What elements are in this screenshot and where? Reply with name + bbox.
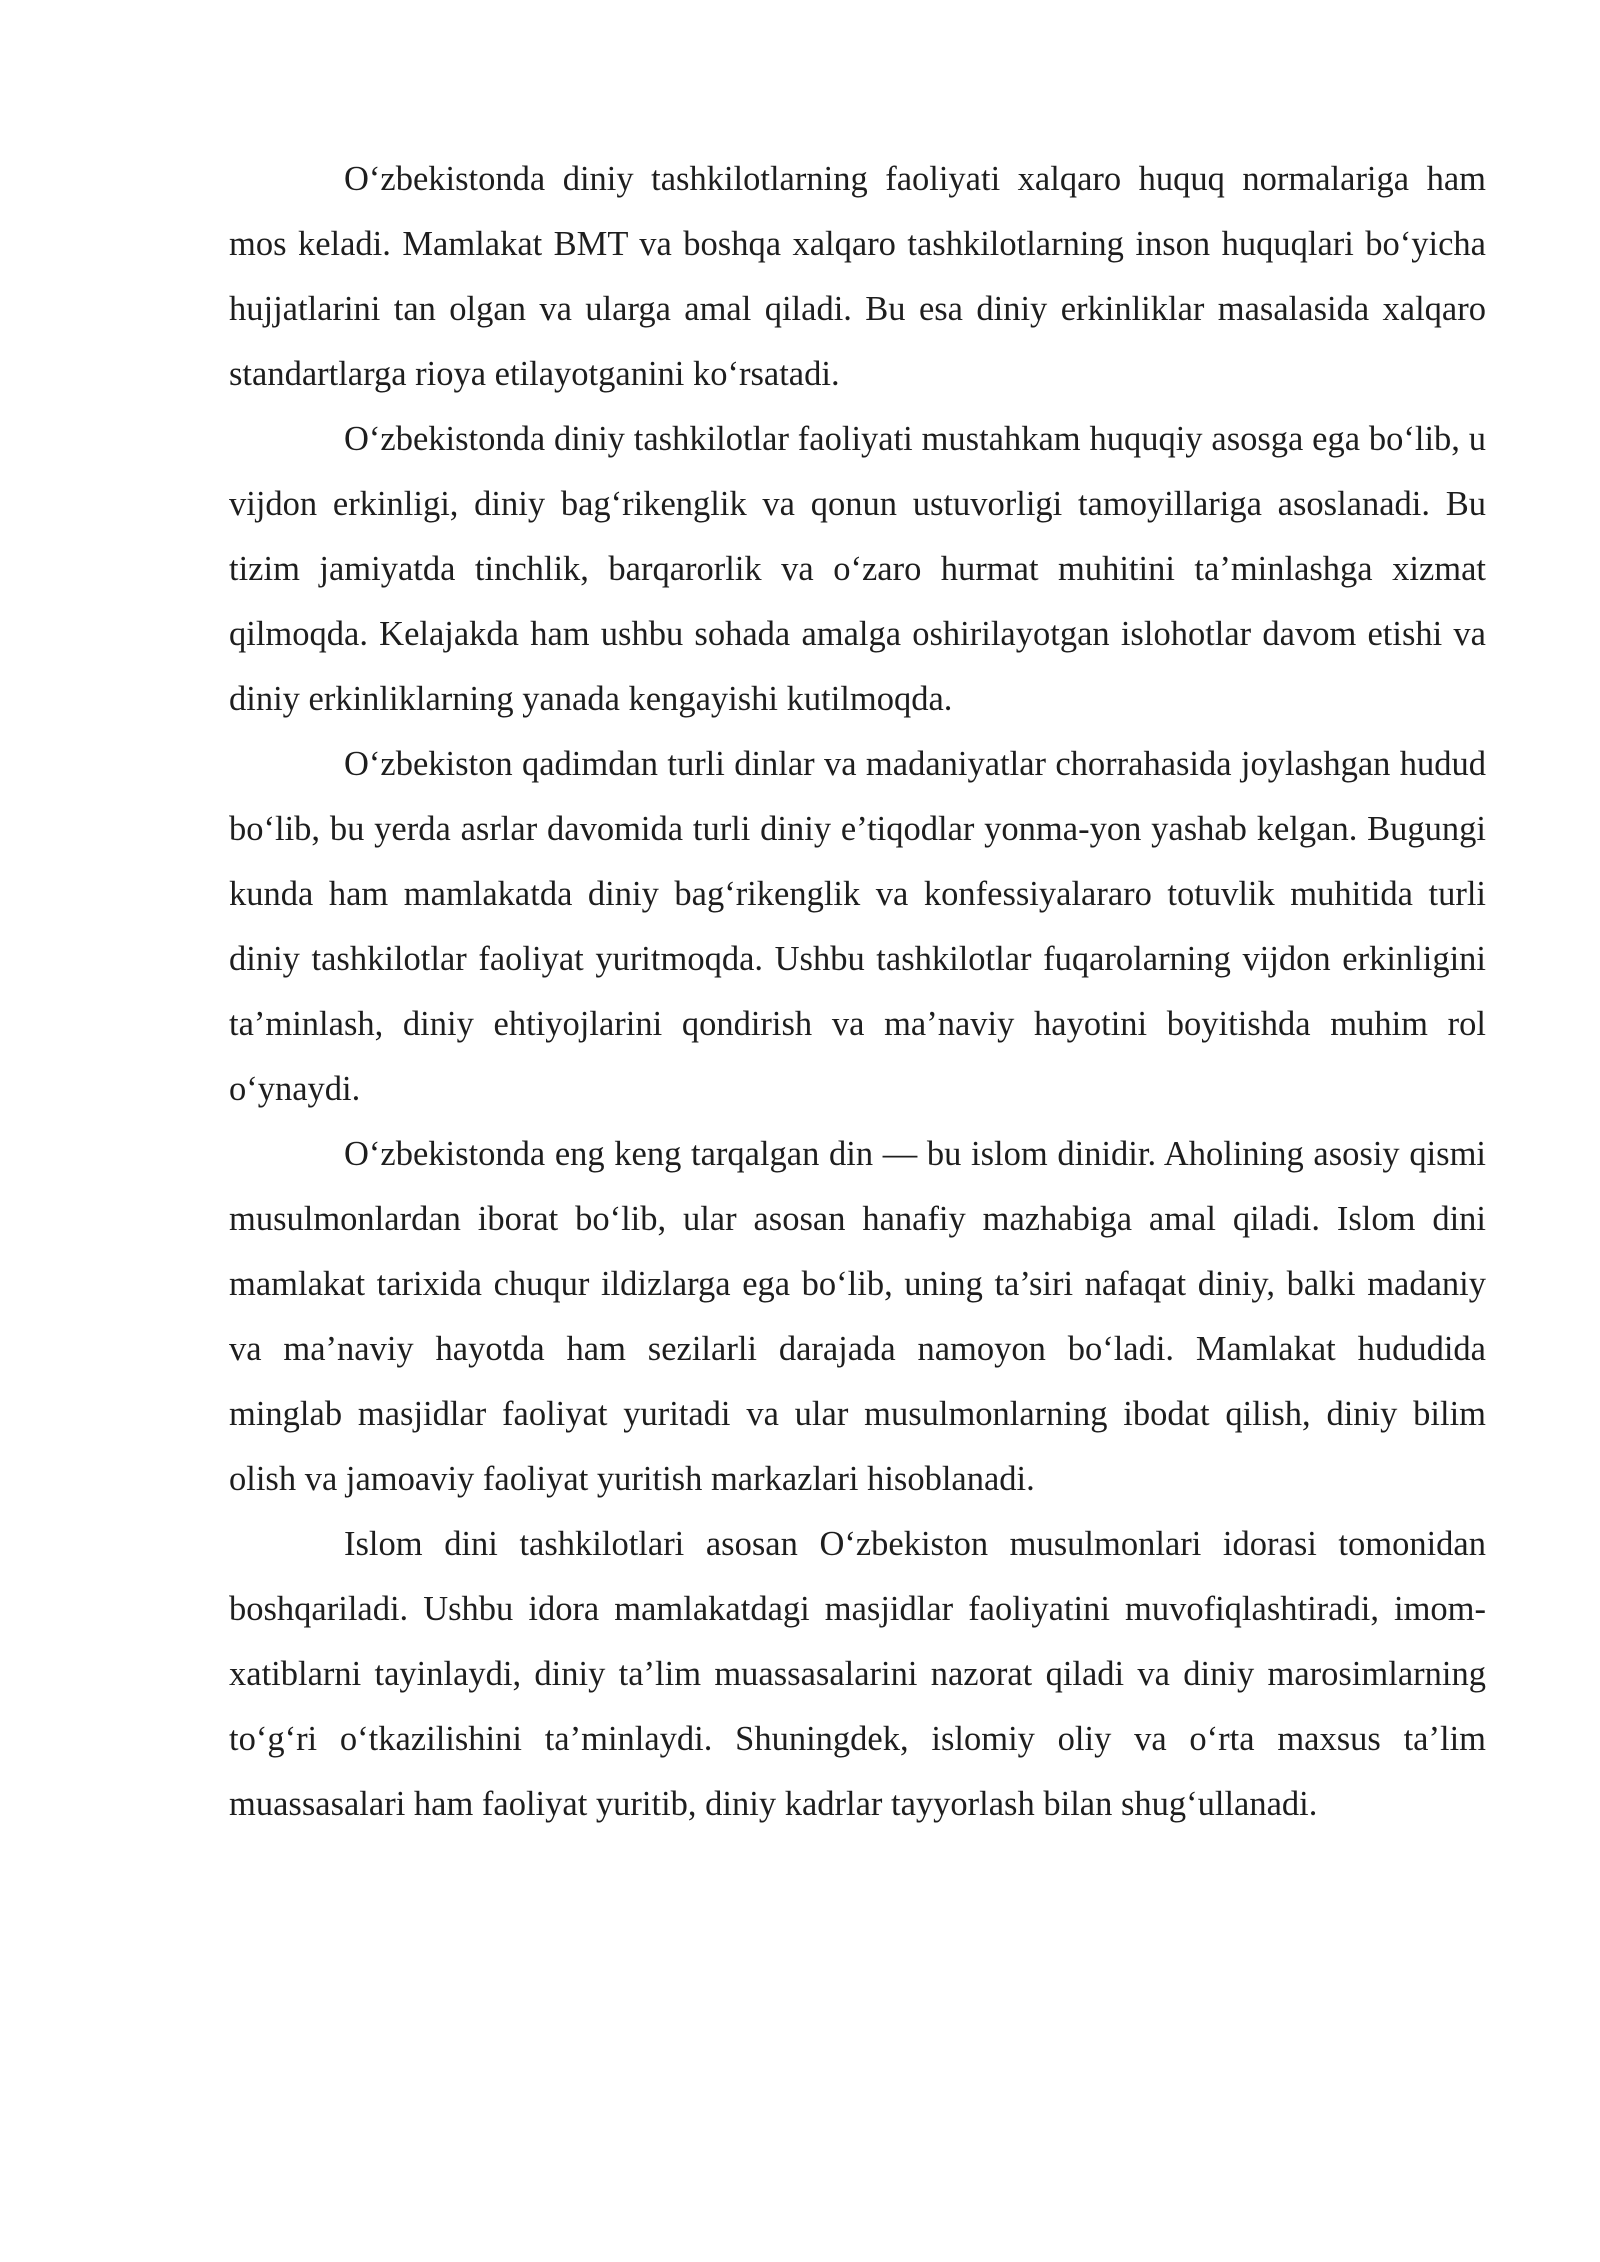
- paragraph-4: O‘zbekistonda eng keng tarqalgan din — bu islom dinidir. Aholining asosiy qismi musulmonlardan iborat bo‘lib, ular asosan hanafiy mazhabiga amal qiladi. Islom dini mamlakat tarixida chuqur ildizlarga ega bo‘lib, uning ta’siri nafaqat diniy, balki madaniy va ma’naviy hayotda ham sezilarli darajada namoyon bo‘ladi. Mamlakat hududida minglab masjidlar faoliyat yuritadi va ular musulmonlarning ibodat qilish, diniy bilim olish va jamoaviy faoliyat yuritish markazlari hisoblanadi.: [229, 1135, 1486, 1498]
- paragraph-5: Islom dini tashkilotlari asosan O‘zbekiston musulmonlari idorasi tomonidan boshqariladi. Ushbu idora mamlakatdagi masjidlar faoliyatini muvofiqlashtiradi, imom-xatiblarni tayinlaydi, diniy ta’lim muassasalarini nazorat qiladi va diniy marosimlarning to‘g‘ri o‘tkazilishini ta’minlaydi. Shuningdek, islomiy oliy va o‘rta maxsus ta’lim muassasalari ham faoliyat yuritib, diniy kadrlar tayyorlash bilan shug‘ullanadi.: [229, 1525, 1486, 1823]
- paragraph-3: O‘zbekiston qadimdan turli dinlar va madaniyatlar chorrahasida joylashgan hudud bo‘lib, bu yerda asrlar davomida turli diniy e’tiqodlar yonma-yon yashab kelgan. Bugungi kunda ham mamlakatda diniy bag‘rikenglik va konfessiyalararo totuvlik muhitida turli diniy tashkilotlar faoliyat yuritmoqda. Ushbu tashkilotlar fuqarolarning vijdon erkinligini ta’minlash, diniy ehtiyojlarini qondirish va ma’naviy hayotini boyitishda muhim rol o‘ynaydi.: [229, 745, 1486, 1108]
- document-body: [229, 147, 1486, 1837]
- paragraph-1: O‘zbekistonda diniy tashkilotlarning faoliyati xalqaro huquq normalariga ham mos keladi. Mamlakat BMT va boshqa xalqaro tashkilotlarning inson huquqlari bo‘yicha hujjatlarini tan olgan va ularga amal qiladi. Bu esa diniy erkinliklar masalasida xalqaro standartlarga rioya etilayotganini ko‘rsatadi.: [229, 160, 1486, 393]
- paragraph-2: O‘zbekistonda diniy tashkilotlar faoliyati mustahkam huquqiy asosga ega bo‘lib, u vijdon erkinligi, diniy bag‘rikenglik va qonun ustuvorligi tamoyillariga asoslanadi. Bu tizim jamiyatda tinchlik, barqarorlik va o‘zaro hurmat muhitini ta’minlashga xizmat qilmoqda. Kelajakda ham ushbu sohada amalga oshirilayotgan islohotlar davom etishi va diniy erkinliklarning yanada kengayishi kutilmoqda.: [229, 420, 1486, 718]
